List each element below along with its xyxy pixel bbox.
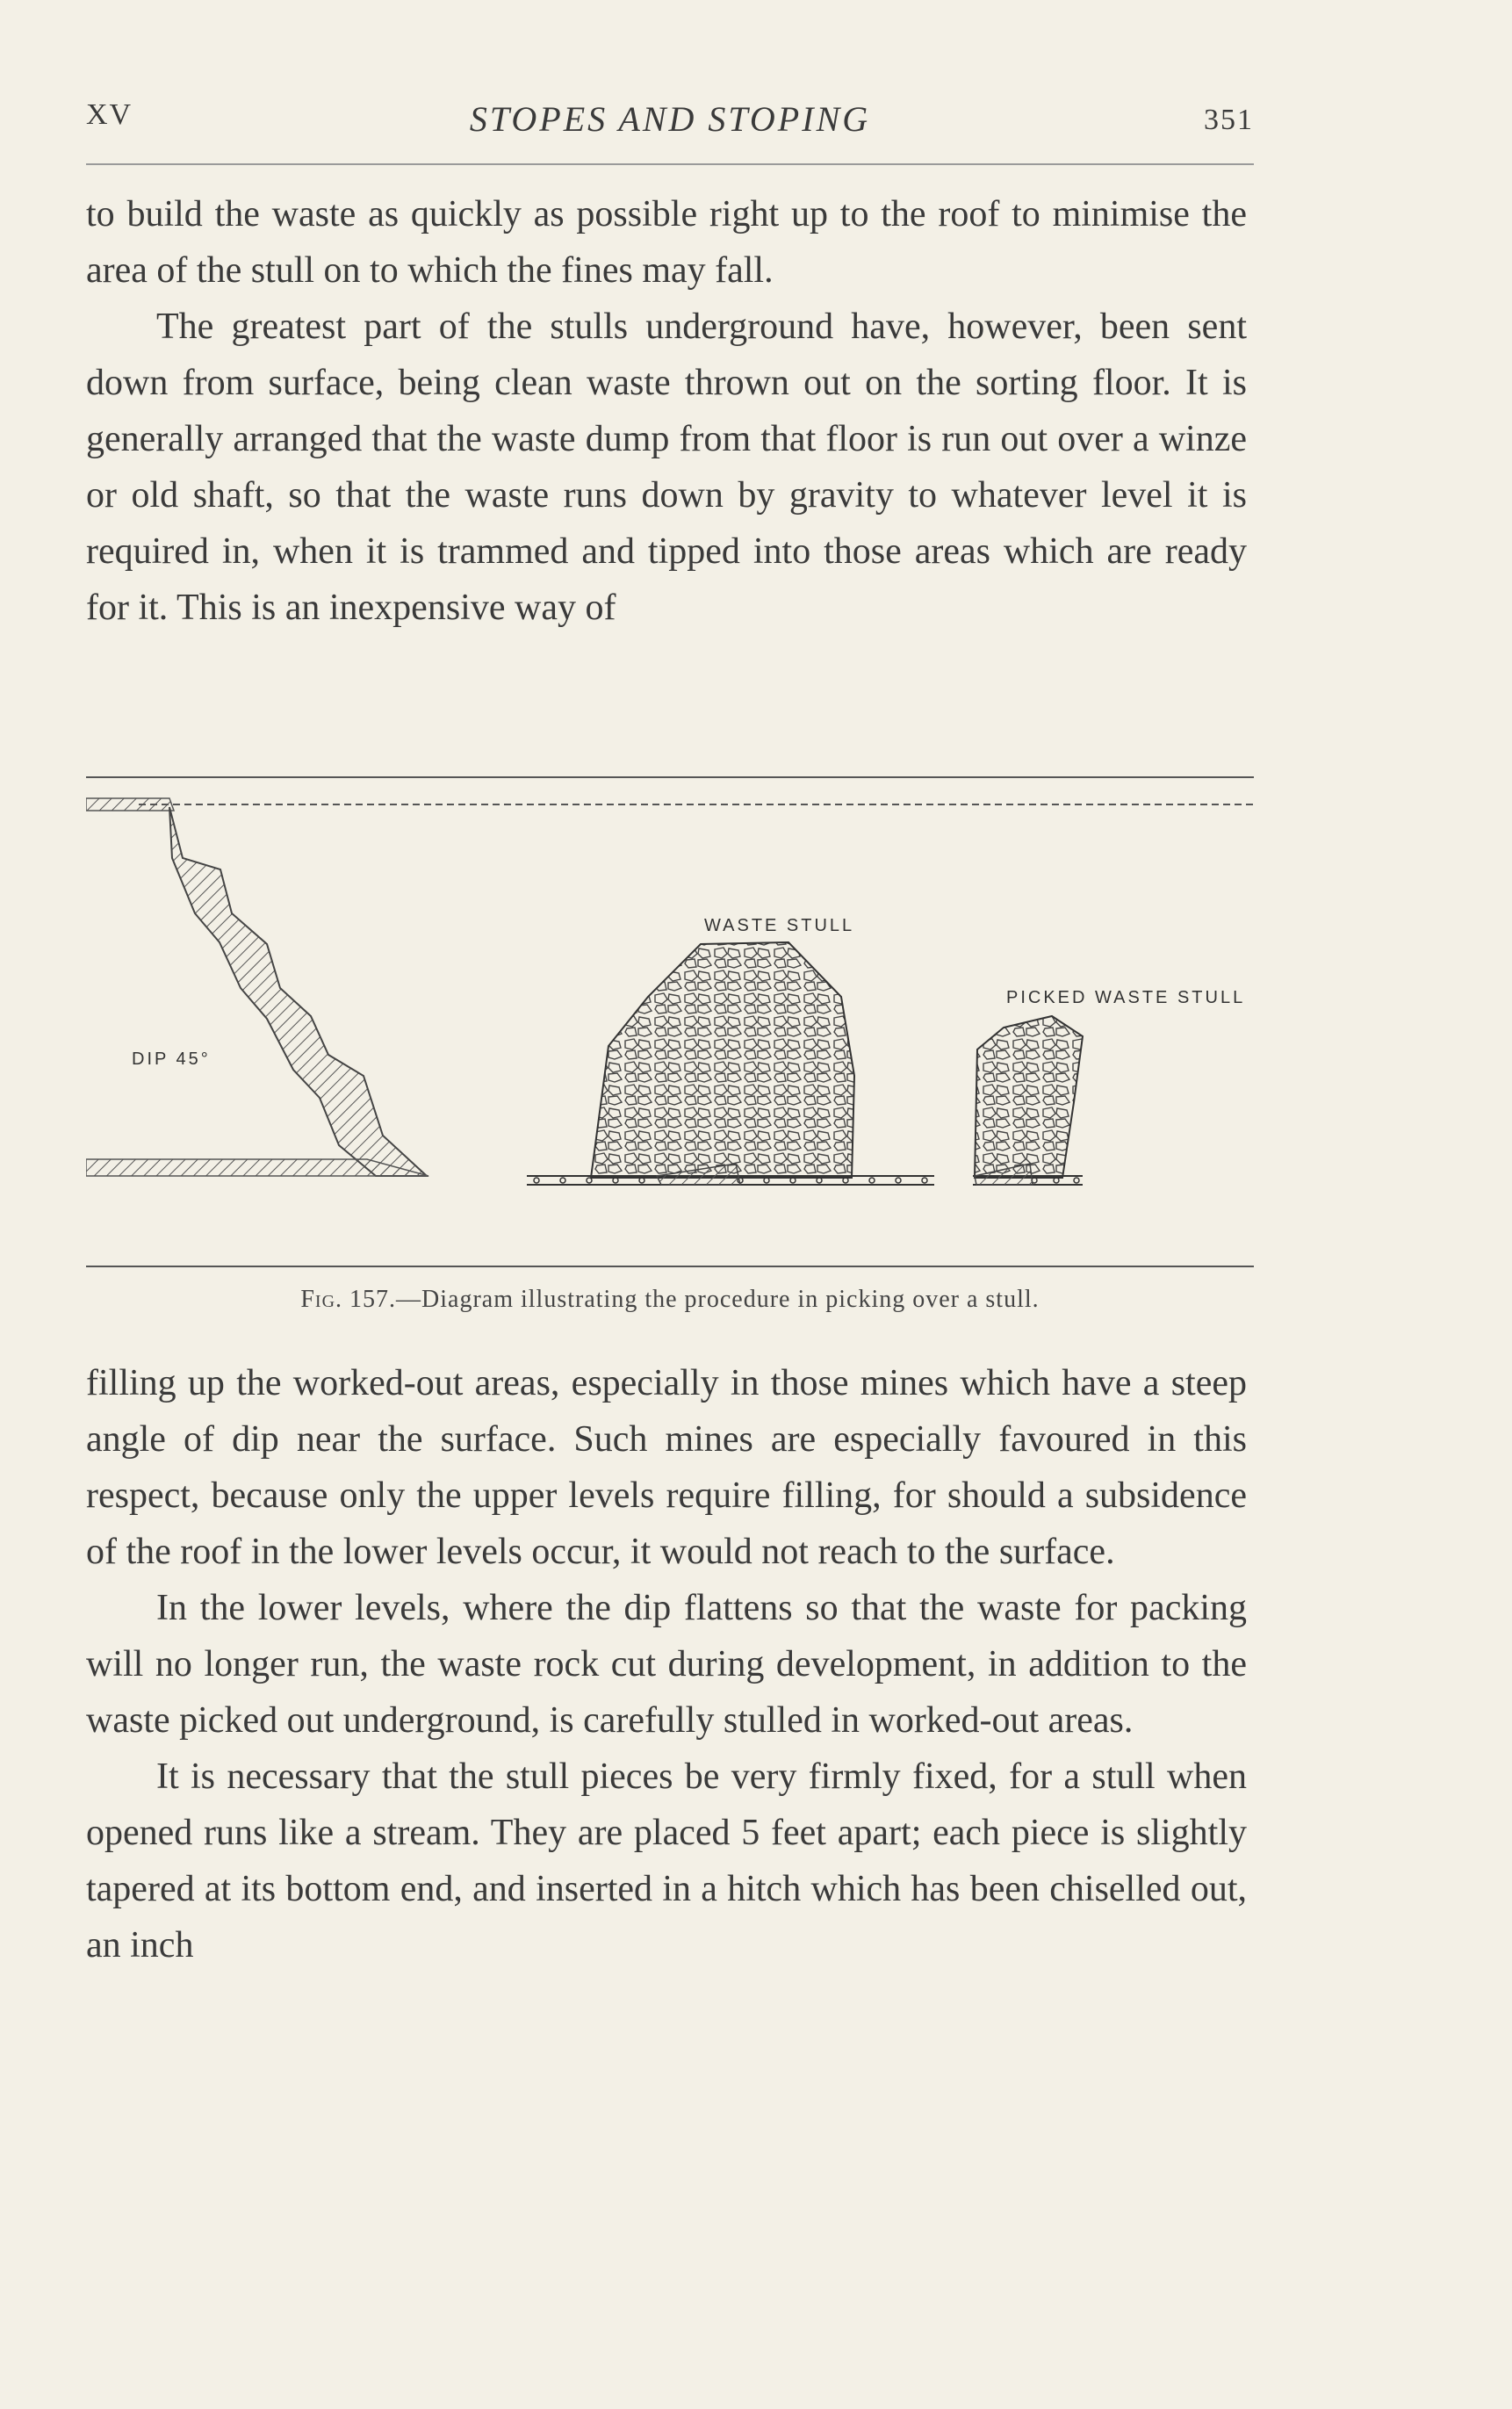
figure-rule-bottom <box>86 1266 1254 1267</box>
dip-label: DIP 45° <box>132 1049 211 1069</box>
picked-waste-stull-label: PICKED WASTE STULL <box>1006 988 1246 1007</box>
stull-diagram <box>86 786 1254 1260</box>
body-text-top <box>86 186 1247 636</box>
paragraph: It is necessary that the stull pieces be very firmly fixed, for a stull when opened runs like a stream. They are placed 5 feet apart; each piece is slightly tapered at its bottom end, and inserted in a hitch which has been chiselled out, an inch <box>86 1756 1247 1965</box>
paragraph: In the lower levels, where the dip flattens so that the waste for packing will no longer run, the waste rock cut during development, in addition to the waste picked out underground, is carefully stulled in worked-out areas. <box>86 1588 1247 1741</box>
caption-text: —Diagram illustrating the procedure in picking over a stull. <box>396 1286 1040 1313</box>
waste-stull-label: WASTE STULL <box>704 916 855 935</box>
paragraph: The greatest part of the stulls underground have, however, been sent down from surface, being clean waste thrown out on the sorting floor. It is generally arranged that the waste dump from that floor is run out over a winze or old shaft, so that the waste runs down by gravity to whatever level it is required in, when it is trammed and tipped into those areas which are ready for it. This is an inexpensive way of <box>86 307 1247 628</box>
figure-rule-top <box>86 776 1254 778</box>
header-rule <box>86 163 1254 165</box>
running-title: STOPES AND STOPING <box>469 99 871 139</box>
figure-number: Fig. 157. <box>300 1286 397 1313</box>
figure-157 <box>86 786 1254 1260</box>
running-header <box>86 98 1254 151</box>
chapter-number: XV <box>86 98 133 131</box>
paragraph: to build the waste as quickly as possible right up to the roof to minimise the area of the stull on to which the fines may fall. <box>86 194 1247 291</box>
page-number: 351 <box>1204 104 1254 136</box>
paragraph: filling up the worked-out areas, especially in those mines which have a steep angle of dip near the surface. Such mines are especially favoured in this respect, because only the upper levels require filling, for should a subsidence of the roof in the lower levels occur, it would not reach to the surface. <box>86 1363 1247 1572</box>
figure-caption <box>86 1286 1254 1314</box>
body-text-bottom <box>86 1355 1247 1973</box>
